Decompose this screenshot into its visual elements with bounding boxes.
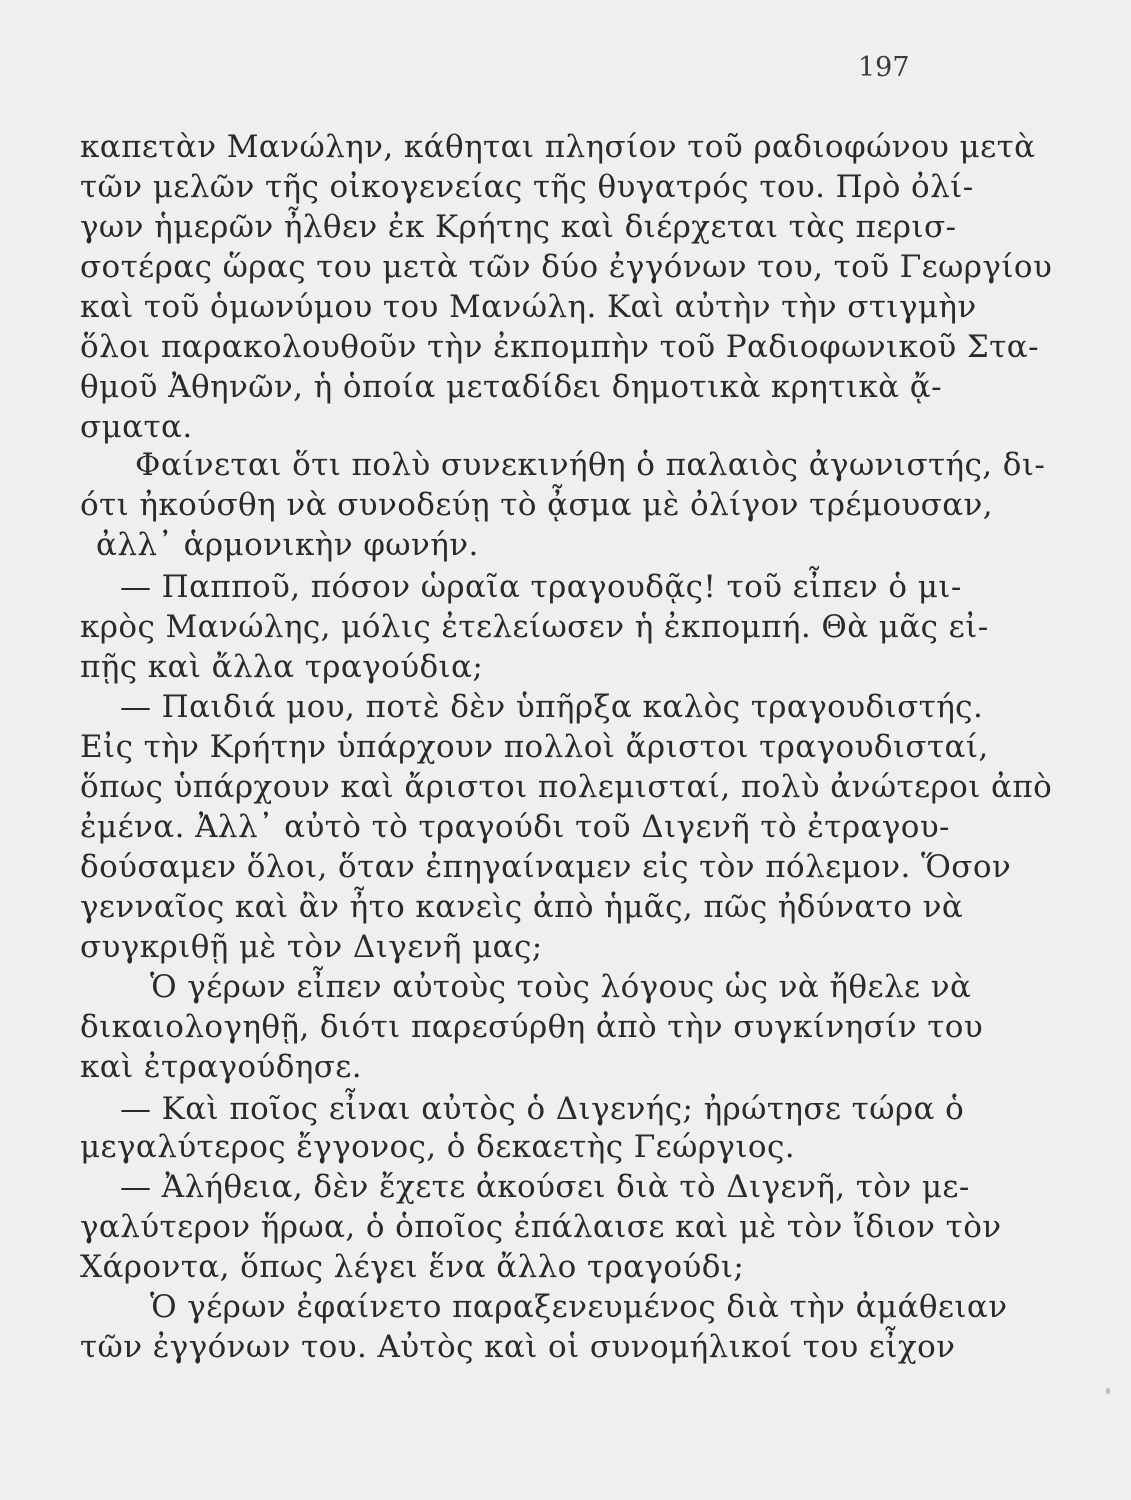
text-line: γων ἡμερῶν ἦλθεν ἐκ Κρήτης καὶ διέρχεται τὰς περισ-	[80, 209, 957, 245]
text-line: Ὁ γέρων ἐφαίνετο παραξενευμένος διὰ τὴν ἀμάθειαν	[150, 1289, 1008, 1325]
text-line: — Καὶ ποῖος εἶναι αὐτὸς ὁ Διγενής; ἠρώτησε τώρα ὁ	[120, 1091, 965, 1127]
paper-speck	[1106, 1388, 1110, 1394]
text-line: γενναῖος καὶ ἂν ἦτο κανεὶς ἀπὸ ἡμᾶς, πῶς ἠδύνατο νὰ	[80, 889, 964, 925]
text-line: δούσαμεν ὅλοι, ὅταν ἐπηγαίναμεν εἰς τὸν πόλεμον. Ὅσον	[80, 849, 1012, 885]
text-line: ότι ἠκούσθη νὰ συνοδεύῃ τὸ ᾆσμα μὲ ὀλίγον τρέμουσαν,	[80, 487, 994, 523]
text-line: Χάροντα, ὅπως λέγει ἕνα ἄλλο τραγούδι;	[80, 1249, 745, 1285]
text-line: — Παιδιά μου, ποτὲ δὲν ὑπῆρξα καλὸς τραγουδιστής.	[120, 689, 984, 725]
text-line: ὅπως ὑπάρχουν καὶ ἄριστοι πολεμισταί, πολὺ ἀνώτεροι ἀπὸ	[80, 769, 1053, 805]
text-line: θμοῦ Ἀθηνῶν, ἡ ὁποία μεταδίδει δημοτικὰ κρητικὰ ᾄ-	[80, 369, 942, 405]
text-line: — Ἀλήθεια, δὲν ἔχετε ἀκούσει διὰ τὸ Διγενῆ, τὸν με-	[120, 1169, 970, 1205]
text-line: Εἰς τὴν Κρήτην ὑπάρχουν πολλοὶ ἄριστοι τραγουδισταί,	[80, 729, 989, 765]
text-line: τῶν ἐγγόνων του. Αὐτὸς καὶ οἱ συνομήλικοί του εἶχον	[80, 1329, 956, 1365]
text-line: σοτέρας ὥρας του μετὰ τῶν δύο ἐγγόνων του, τοῦ Γεωργίου	[80, 249, 1053, 285]
text-line: γαλύτερον ἥρωα, ὁ ὁποῖος ἐπάλαισε καὶ μὲ τὸν ἴδιον τὸν	[80, 1209, 1002, 1245]
text-line: ἀλλ᾽ ἁρμονικὴν φωνήν.	[96, 527, 479, 563]
text-line: — Παπποῦ, πόσον ὡραῖα τραγουδᾷς! τοῦ εἶπεν ὁ μι-	[120, 569, 962, 605]
text-line: ἐμένα. Ἀλλ᾽ αὐτὸ τὸ τραγούδι τοῦ Διγενῆ τὸ ἐτραγου-	[80, 809, 950, 845]
text-line: κρὸς Μανώλης, μόλις ἐτελείωσεν ἡ ἐκπομπή. Θὰ μᾶς εἰ-	[80, 609, 989, 645]
text-line: μεγαλύτερος ἔγγονος, ὁ δεκαετὴς Γεώργιος.	[80, 1129, 795, 1165]
text-line: Ὁ γέρων εἶπεν αὐτοὺς τοὺς λόγους ὡς νὰ ἤθελε νὰ	[150, 969, 972, 1005]
text-line: καὶ τοῦ ὁμωνύμου του Μανώλη. Καὶ αὐτὴν τὴν στιγμὴν	[80, 289, 977, 325]
text-line: σματα.	[80, 409, 193, 445]
text-line: πῇς καὶ ἄλλα τραγούδια;	[80, 649, 484, 685]
text-line: καὶ ἐτραγούδησε.	[80, 1049, 363, 1085]
page-number: 197	[858, 52, 910, 83]
text-line: Φαίνεται ὅτι πολὺ συνεκινήθη ὁ παλαιὸς ἀγωνιστής, δι-	[135, 447, 1046, 483]
text-line: καπετὰν Μανώλην, κάθηται πλησίον τοῦ ραδιοφώνου μετὰ	[80, 129, 1036, 165]
text-line: δικαιολογηθῇ, διότι παρεσύρθη ἀπὸ τὴν συγκίνησίν του	[80, 1009, 984, 1045]
text-line: συγκριθῇ μὲ τὸν Διγενῆ μας;	[80, 929, 543, 965]
text-line: ὅλοι παρακολουθοῦν τὴν ἐκπομπὴν τοῦ Ραδιοφωνικοῦ Στα-	[80, 329, 1039, 365]
text-line: τῶν μελῶν τῆς οἰκογενείας τῆς θυγατρός του. Πρὸ ὀλί-	[80, 169, 974, 205]
